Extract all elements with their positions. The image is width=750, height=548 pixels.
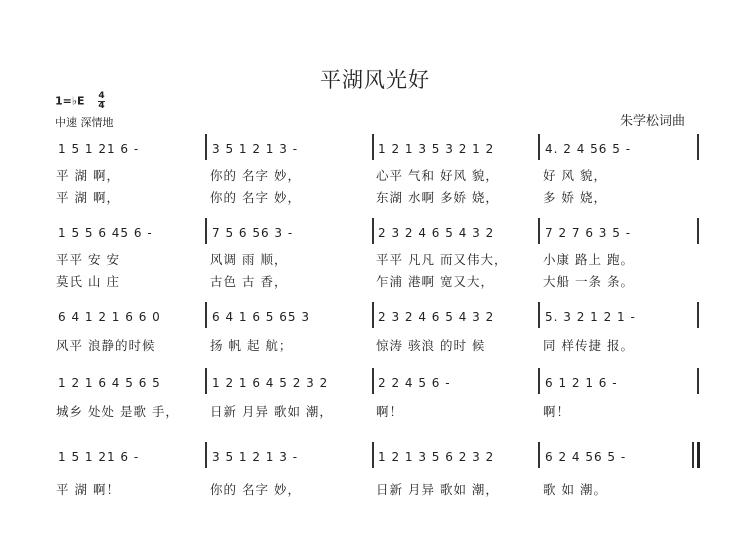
barline — [692, 442, 694, 468]
lyric-line: 平 湖 啊， — [56, 168, 120, 183]
barline — [372, 368, 374, 394]
measure-notes: 6 2 4 56 5 - — [545, 450, 627, 464]
barline — [697, 368, 699, 394]
song-title: 平湖风光好 — [320, 68, 430, 92]
lyric-line: 歌 如 潮。 — [543, 482, 607, 497]
barline — [372, 134, 374, 160]
measure-notes: 2 3 2 4 6 5 4 3 2 — [378, 226, 495, 240]
lyric-line: 风调 雨 顺， — [210, 252, 288, 267]
measure-notes: 4. 2 4 56 5 - — [545, 142, 632, 156]
barline — [205, 302, 207, 328]
barline — [538, 302, 540, 328]
lyric-line: 风平 浪静的时候 — [56, 338, 156, 353]
measure-notes: 1 2 1 3 5 6 2 3 2 — [378, 450, 495, 464]
barline — [538, 134, 540, 160]
measure-notes: 7 5 6 56 3 - — [212, 226, 294, 240]
barline — [372, 218, 374, 244]
barline — [205, 368, 207, 394]
lyric-line: 啊！ — [543, 404, 571, 419]
measure-notes: 1 2 1 6 4 5 6 5 — [58, 376, 161, 390]
lyric-line: 平平 凡凡 而又伟大， — [376, 252, 508, 267]
lyric-line: 城乡 处处 是歌 手， — [56, 404, 179, 419]
lyric-line: 莫氏 山 庄 — [56, 274, 120, 289]
lyric-line: 你的 名字 妙， — [210, 482, 301, 497]
measure-notes: 1 5 1 21 6 - — [58, 450, 140, 464]
lyric-line: 平 湖 啊， — [56, 190, 120, 205]
lyric-line: 小康 路上 跑。 — [543, 252, 634, 267]
lyric-line: 多 娇 娆， — [543, 190, 607, 205]
time-signature — [98, 92, 104, 111]
final-barline — [697, 442, 700, 468]
lyric-line: 扬 帆 起 航； — [210, 338, 293, 353]
lyric-line: 你的 名字 妙， — [210, 190, 301, 205]
lyric-line: 大船 一条 条。 — [543, 274, 634, 289]
key-label: 1=♭E — [55, 94, 85, 108]
barline — [538, 442, 540, 468]
lyric-line: 同 样传捷 报。 — [543, 338, 634, 353]
tempo-marking: 中速 深情地 — [55, 116, 114, 129]
barline — [205, 442, 207, 468]
barline — [697, 302, 699, 328]
time-signature-top: 4 — [98, 91, 105, 101]
barline — [205, 134, 207, 160]
measure-notes: 3 5 1 2 1 3 - — [212, 450, 299, 464]
lyric-line: 日新 月异 歌如 潮， — [210, 404, 333, 419]
barline — [538, 368, 540, 394]
measure-notes: 2 3 2 4 6 5 4 3 2 — [378, 310, 495, 324]
measure-notes: 6 4 1 6 5 65 3 — [212, 310, 310, 324]
lyric-line: 你的 名字 妙， — [210, 168, 301, 183]
barline — [697, 134, 699, 160]
barline — [538, 218, 540, 244]
time-signature-bottom: 4 — [98, 101, 105, 111]
lyric-line: 乍浦 港啊 宽又大， — [376, 274, 494, 289]
lyric-line: 惊涛 骇浪 的时 候 — [376, 338, 486, 353]
measure-notes: 3 5 1 2 1 3 - — [212, 142, 299, 156]
lyric-line: 平平 安 安 — [56, 252, 120, 267]
lyric-line: 好 风 貌， — [543, 168, 607, 183]
measure-notes: 6 1 2 1 6 - — [545, 376, 618, 390]
key-signature — [55, 92, 105, 111]
barline — [697, 218, 699, 244]
barline — [372, 302, 374, 328]
lyric-line: 古色 古 香， — [210, 274, 288, 289]
lyric-line: 平 湖 啊！ — [56, 482, 120, 497]
measure-notes: 1 2 1 6 4 5 2 3 2 — [212, 376, 329, 390]
lyric-line: 啊！ — [376, 404, 404, 419]
barline — [372, 442, 374, 468]
measure-notes: 7 2 7 6 3 5 - — [545, 226, 632, 240]
measure-notes: 5. 3 2 1 2 1 - — [545, 310, 636, 324]
measure-notes: 1 5 5 6 45 6 - — [58, 226, 153, 240]
measure-notes: 1 5 1 21 6 - — [58, 142, 140, 156]
measure-notes: 1 2 1 3 5 3 2 1 2 — [378, 142, 495, 156]
measure-notes: 6 4 1 2 1 6 6 0 — [58, 310, 161, 324]
lyric-line: 东湖 水啊 多娇 娆， — [376, 190, 499, 205]
lyric-line: 日新 月异 歌如 潮， — [376, 482, 499, 497]
measure-notes: 2 2 4 5 6 - — [378, 376, 451, 390]
barline — [205, 218, 207, 244]
lyric-line: 心平 气和 好风 貌， — [376, 168, 499, 183]
credits: 朱学松词曲 — [620, 114, 686, 129]
